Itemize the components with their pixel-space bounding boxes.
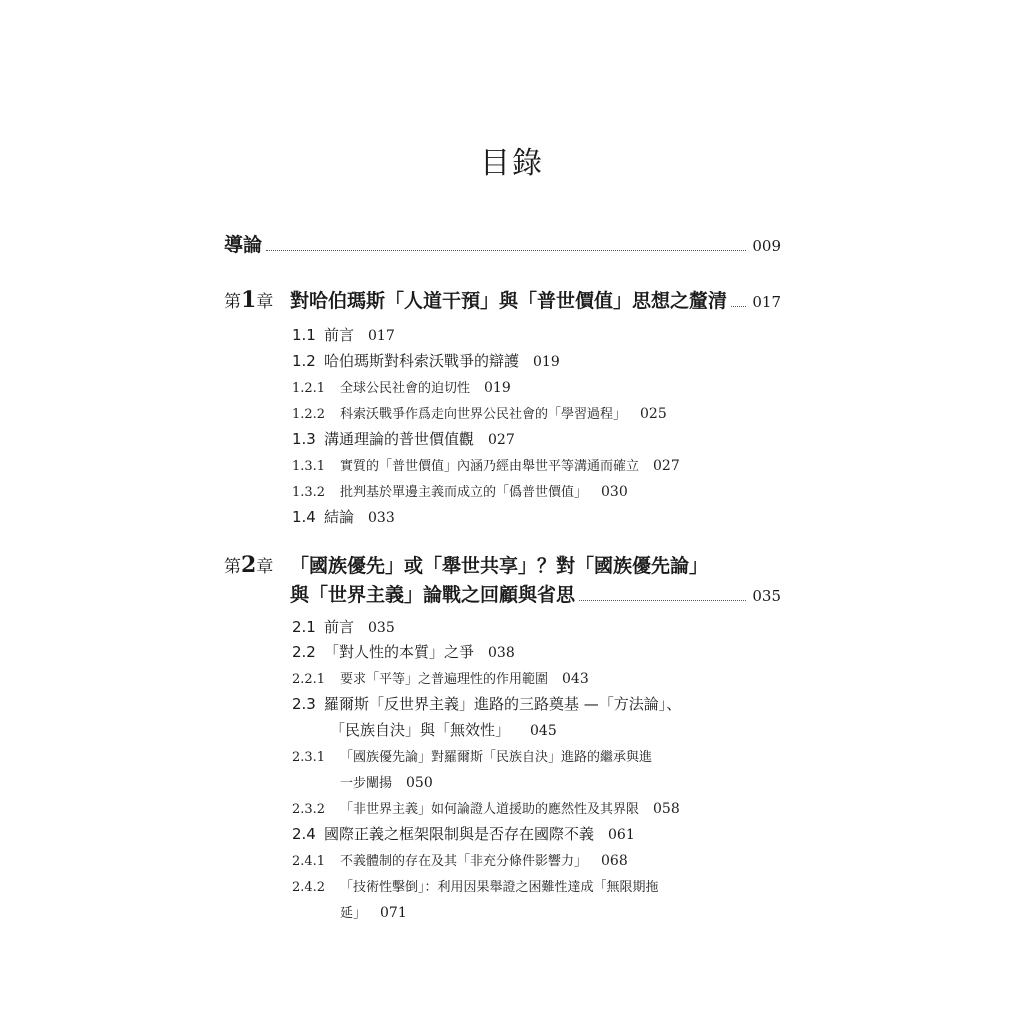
page-title: 目錄 bbox=[480, 146, 544, 181]
subsection-page: 025 bbox=[640, 406, 667, 422]
toc-entry-2-2-1[interactable] bbox=[292, 668, 589, 687]
section-page: 035 bbox=[368, 620, 395, 636]
section-number: 2.2 bbox=[292, 643, 316, 661]
chapter-2-suffix: 章 bbox=[256, 557, 274, 577]
section-title-cont: 「民族自決」與「無效性」 bbox=[330, 721, 511, 739]
subsection-number: 2.3.2 bbox=[292, 802, 326, 817]
toc-entry-2-1[interactable] bbox=[292, 616, 395, 637]
section-number: 1.3 bbox=[292, 430, 316, 448]
subsection-page: 071 bbox=[380, 905, 407, 921]
section-title: 哈伯瑪斯對科索沃戰爭的辯護 bbox=[324, 352, 520, 370]
toc-entry-2-4[interactable] bbox=[292, 823, 635, 844]
intro-label: 導論 bbox=[224, 234, 263, 256]
subsection-number: 2.3.1 bbox=[292, 750, 326, 765]
subsection-number: 1.3.1 bbox=[292, 459, 326, 474]
section-title: 結論 bbox=[324, 508, 355, 526]
toc-entry-2-4-2-cont[interactable] bbox=[340, 902, 407, 921]
section-number: 1.2 bbox=[292, 352, 316, 370]
chapter-2-title-line-2: 與「世界主義」論戰之回顧與省思 bbox=[290, 584, 576, 606]
toc-entry-chapter-1[interactable] bbox=[224, 286, 781, 313]
subsection-number: 1.3.2 bbox=[292, 485, 326, 500]
subsection-page: 043 bbox=[562, 671, 589, 687]
toc-entry-2-3-cont[interactable] bbox=[330, 719, 557, 740]
toc-entry-2-4-2[interactable] bbox=[292, 876, 659, 895]
toc-entry-1-2-1[interactable] bbox=[292, 377, 511, 396]
section-number: 1.4 bbox=[292, 508, 316, 526]
section-page: 019 bbox=[533, 354, 560, 370]
chapter-1-prefix: 第 bbox=[224, 292, 241, 312]
subsection-page: 068 bbox=[601, 853, 628, 869]
subsection-number: 1.2.2 bbox=[292, 407, 326, 422]
toc-entry-2-2[interactable] bbox=[292, 641, 515, 662]
subsection-title: 批判基於單邊主義而成立的「僞普世價值」 bbox=[340, 485, 588, 500]
toc-entry-2-3[interactable] bbox=[292, 693, 681, 714]
section-title: 前言 bbox=[324, 326, 355, 344]
section-page: 045 bbox=[530, 723, 557, 739]
dot-leader bbox=[266, 249, 746, 251]
chapter-2-number: 2 bbox=[241, 552, 257, 578]
subsection-title-cont: 延」 bbox=[340, 906, 367, 921]
subsection-title: 要求「平等」之普遍理性的作用範圍 bbox=[340, 672, 549, 687]
chapter-1-label bbox=[224, 287, 290, 313]
subsection-title: 「國族優先論」對羅爾斯「民族自決」進路的繼承與進 bbox=[340, 750, 653, 765]
toc-entry-2-3-1-cont[interactable] bbox=[340, 772, 433, 791]
intro-page: 009 bbox=[752, 237, 781, 255]
subsection-number: 1.2.1 bbox=[292, 381, 326, 396]
subsection-title: 科索沃戰爭作爲走向世界公民社會的「學習過程」 bbox=[340, 407, 627, 422]
dot-leader bbox=[731, 305, 746, 307]
section-number: 2.1 bbox=[292, 618, 316, 636]
subsection-page: 058 bbox=[653, 801, 680, 817]
subsection-page: 027 bbox=[653, 458, 680, 474]
chapter-2-page: 035 bbox=[752, 587, 781, 605]
toc-entry-2-4-1[interactable] bbox=[292, 850, 628, 869]
toc-entry-1-4[interactable] bbox=[292, 506, 395, 527]
subsection-page: 050 bbox=[406, 775, 433, 791]
toc-entry-1-2-2[interactable] bbox=[292, 403, 667, 422]
subsection-number: 2.4.2 bbox=[292, 880, 326, 895]
toc-entry-1-3-2[interactable] bbox=[292, 481, 628, 500]
toc-entry-intro[interactable] bbox=[224, 230, 781, 257]
chapter-1-page: 017 bbox=[752, 293, 781, 311]
section-title: 羅爾斯「反世界主義」進路的三路奠基 —「方法論」、 bbox=[324, 695, 682, 713]
section-number: 1.1 bbox=[292, 326, 316, 344]
section-page: 061 bbox=[608, 827, 635, 843]
toc-entry-chapter-2[interactable] bbox=[224, 551, 781, 578]
chapter-1-number: 1 bbox=[241, 287, 257, 313]
subsection-title: 實質的「普世價值」內涵乃經由舉世平等溝通而確立 bbox=[340, 459, 640, 474]
subsection-title-cont: 一步闡揚 bbox=[340, 776, 393, 791]
toc-entry-1-2[interactable] bbox=[292, 350, 560, 371]
subsection-title: 全球公民社會的迫切性 bbox=[340, 381, 471, 396]
section-title: 前言 bbox=[324, 618, 355, 636]
toc-entry-1-1[interactable] bbox=[292, 324, 395, 345]
subsection-title: 不義體制的存在及其「非充分條件影響力」 bbox=[340, 854, 588, 869]
section-title: 「對人性的本質」之爭 bbox=[324, 643, 475, 661]
toc-entry-1-3-1[interactable] bbox=[292, 455, 680, 474]
section-number: 2.3 bbox=[292, 695, 316, 713]
section-title: 國際正義之框架限制與是否存在國際不義 bbox=[324, 825, 595, 843]
chapter-1-title: 對哈伯瑪斯「人道干預」與「普世價值」思想之釐清 bbox=[290, 290, 728, 312]
subsection-page: 019 bbox=[484, 380, 511, 396]
toc-entry-chapter-2-cont[interactable] bbox=[290, 580, 781, 607]
toc-entry-1-3[interactable] bbox=[292, 428, 515, 449]
subsection-title: 「技術性擊倒」：利用因果舉證之困難性達成「無限期拖 bbox=[340, 880, 659, 895]
chapter-2-prefix: 第 bbox=[224, 557, 241, 577]
toc-entry-2-3-2[interactable] bbox=[292, 798, 680, 817]
subsection-number: 2.4.1 bbox=[292, 854, 326, 869]
section-number: 2.4 bbox=[292, 825, 316, 843]
toc-entry-2-3-1[interactable] bbox=[292, 746, 652, 765]
section-page: 033 bbox=[368, 510, 395, 526]
subsection-title: 「非世界主義」如何論證人道援助的應然性及其界限 bbox=[340, 802, 640, 817]
subsection-number: 2.2.1 bbox=[292, 672, 326, 687]
chapter-2-title-line-1: 「國族優先」或「舉世共享」？對「國族優先論」 bbox=[290, 555, 709, 577]
chapter-2-label bbox=[224, 552, 290, 578]
section-title: 溝通理論的普世價值觀 bbox=[324, 430, 475, 448]
section-page: 038 bbox=[488, 645, 515, 661]
section-page: 017 bbox=[368, 328, 395, 344]
section-page: 027 bbox=[488, 432, 515, 448]
subsection-page: 030 bbox=[601, 484, 628, 500]
chapter-1-suffix: 章 bbox=[256, 292, 274, 312]
dot-leader bbox=[579, 599, 746, 601]
